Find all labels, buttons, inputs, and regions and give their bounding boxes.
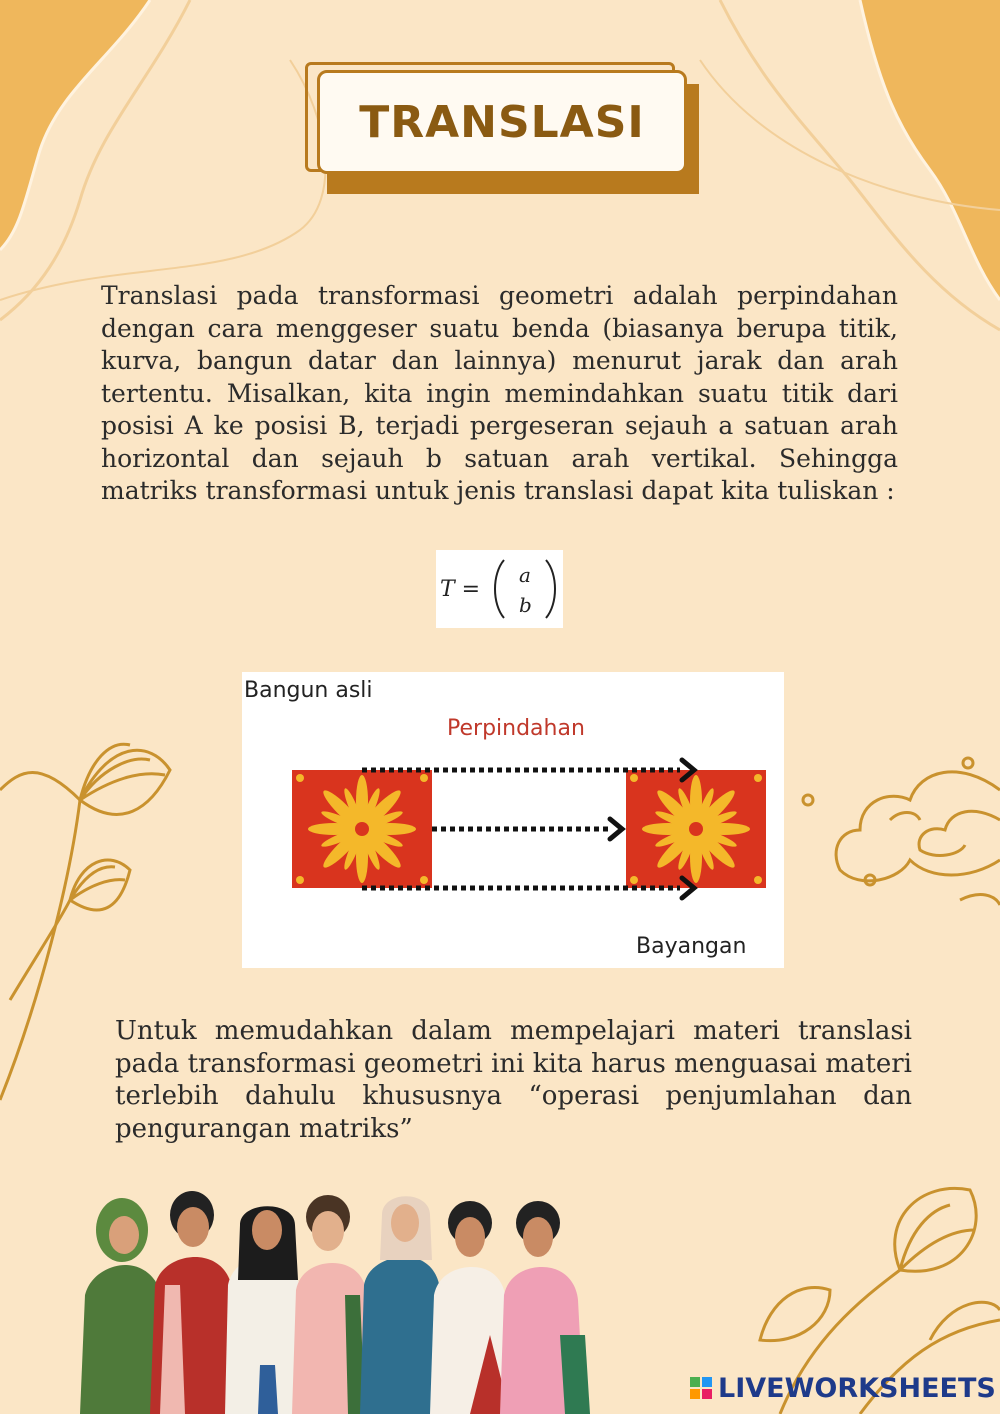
translation-formula	[436, 550, 563, 628]
intro-paragraph: Translasi pada transformasi geometri adalah perpindahan dengan cara menggeser suatu benda (biasanya berupa titik, kurva, bangun datar dan lainnya) menurut jarak dan arah tertentu. Misalkan, kita ingin memindahkan suatu titik dari posisi A ke posisi B, terjadi pergeseran sejauh a satuan arah horizontal dan sejauh b satuan arah vertikal. Sehingga matriks transformasi untuk jenis translasi dapat kita tuliskan :	[101, 281, 898, 505]
closing-paragraph: Untuk memudahkan dalam mempelajari materi translasi pada transformasi geometri ini kita harus menguasai materi terlebih dahulu khususnya “operasi penjumlahan dan pengurangan matriks”	[115, 1016, 912, 1144]
label-original-shape: Bangun asli	[244, 678, 373, 703]
liveworksheets-logo	[690, 1370, 996, 1406]
women-kebaya-illustration	[60, 1185, 620, 1414]
logo-icon	[690, 1377, 712, 1399]
label-displacement: Perpindahan	[447, 716, 585, 741]
title-box	[317, 70, 687, 174]
page-title: TRANSLASI	[359, 96, 645, 148]
displacement-arrows	[242, 672, 784, 968]
formula-top: a	[519, 563, 531, 587]
title-banner	[305, 62, 705, 197]
label-image-shape: Bayangan	[636, 934, 747, 959]
translation-figure	[242, 672, 784, 968]
formula-lhs: T =	[440, 577, 481, 602]
formula-bottom: b	[519, 593, 532, 617]
logo-text: LIVEWORKSHEETS	[718, 1372, 996, 1404]
